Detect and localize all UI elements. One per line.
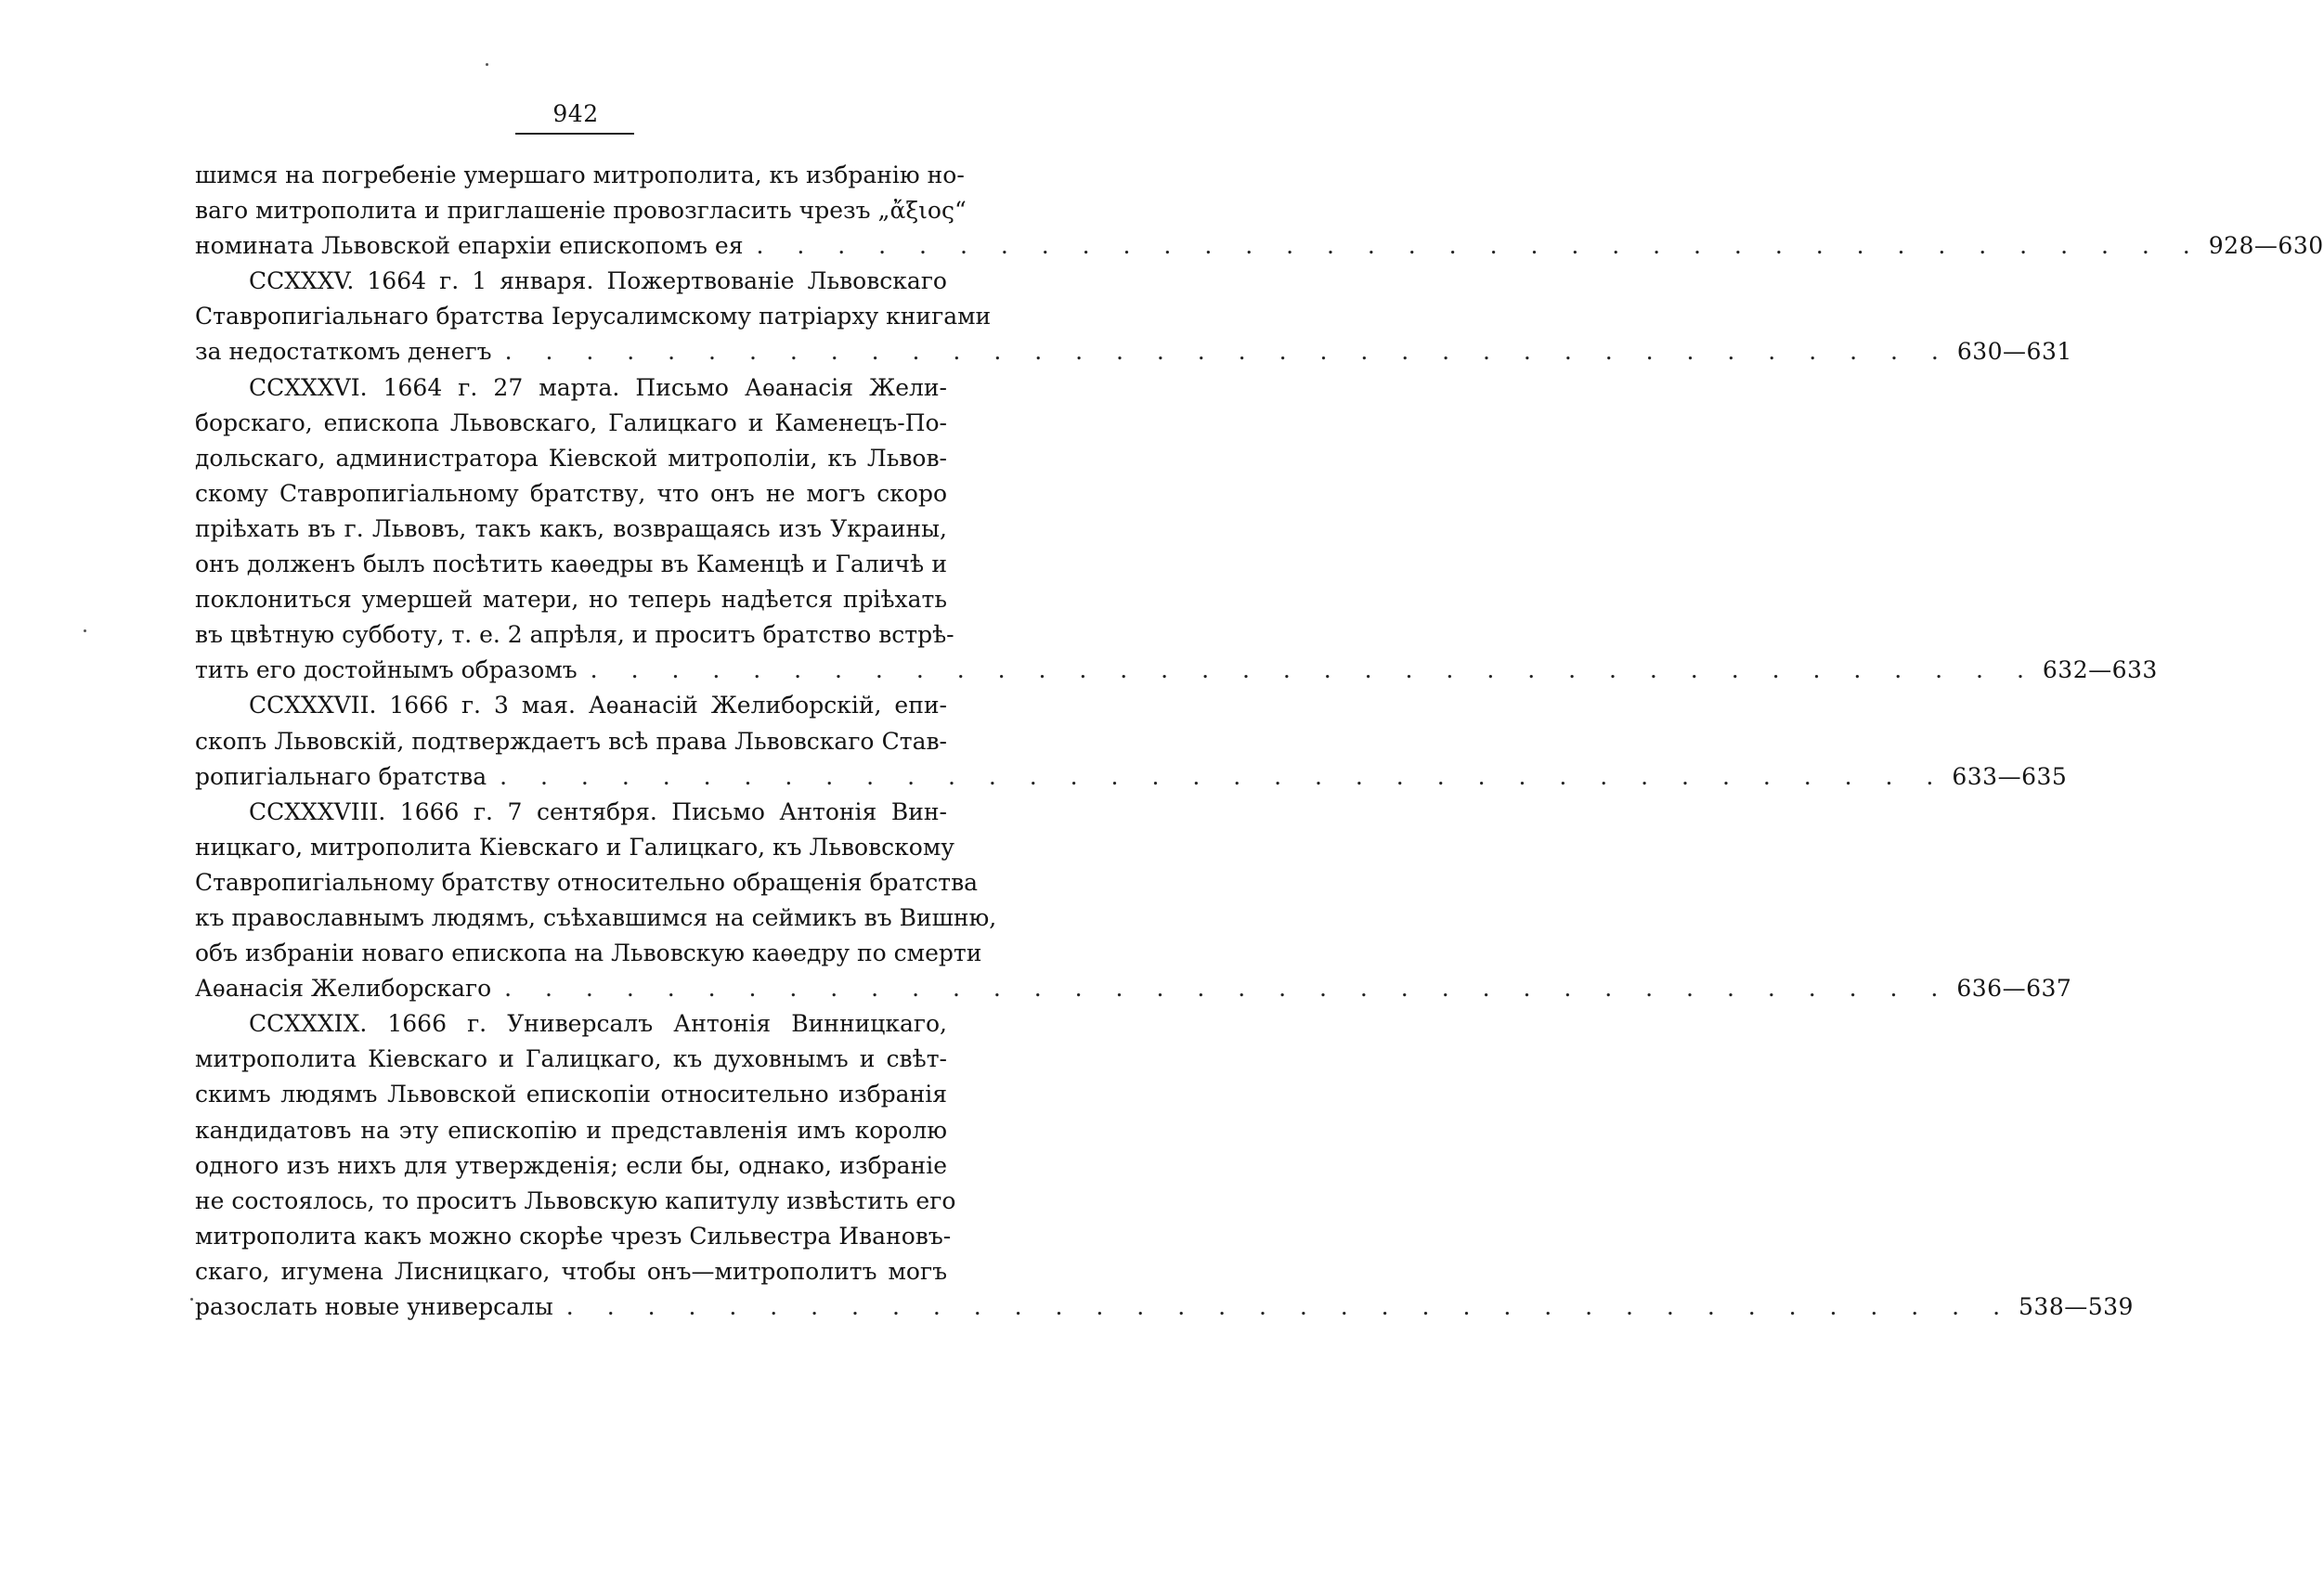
entry-text-line: кандидатовъ на эту епископію и представленія имъ королю <box>195 1116 947 1144</box>
entry-text-line: CCXXXVI. 1664 г. 27 марта. Письмо Аѳанасія Жели- <box>249 373 947 401</box>
entry-final-text: тить его достойнымъ образомъ <box>195 656 578 684</box>
entry-text-line: шимся на погребеніе умершаго митрополита, къ избранію но- <box>195 162 965 188</box>
print-speck <box>84 629 86 632</box>
entry-final-line <box>195 228 2324 264</box>
entry-text-line: борскаго, епископа Львовскаго, Галицкаго и Каменецъ-По- <box>195 408 947 436</box>
entry-text-line: въ цвѣтную субботу, т. е. 2 апрѣля, и проситъ братство встрѣ- <box>195 621 954 649</box>
entry-text-line: CCXXXV. 1664 г. 1 января. Пожертвованіе Львовскаго <box>249 267 947 295</box>
entry-final-line <box>195 971 2072 1006</box>
entry-text-line: дольскаго, администратора Кіевской митрополіи, къ Львов- <box>195 444 947 472</box>
page-range: 630—631 <box>1956 338 2072 366</box>
entry-final-text: ропигіальнаго братства <box>195 762 487 790</box>
entry-text-line: CCXXXVIII. 1666 г. 7 сентября. Письмо Антонія Вин- <box>249 797 947 825</box>
entry-final-line <box>195 653 2158 688</box>
toc-entry <box>195 264 2072 369</box>
entry-text-line: скому Ставропигіальному братству, что онъ не могъ скоро <box>195 479 947 507</box>
page-number-rule <box>515 133 634 135</box>
entry-text-line: скаго, игумена Лисницкаго, чтобы онъ—митрополитъ могъ <box>195 1257 947 1285</box>
entry-text-line: скопъ Львовскій, подтверждаетъ всѣ права Львовскаго Став- <box>195 727 947 755</box>
print-speck <box>486 63 488 66</box>
table-of-contents-text <box>195 158 2324 1325</box>
entry-text-line: объ избраніи новаго епископа на Львовскую каѳедру по смерти <box>195 940 982 967</box>
toc-entry <box>195 1006 2134 1325</box>
print-speck <box>190 1298 193 1301</box>
entry-text-line: скимъ людямъ Львовской епископіи относительно избранія <box>195 1081 947 1108</box>
entry-final-text: Аѳанасія Желиборскаго <box>195 975 492 1003</box>
entry-final-line <box>195 759 2068 795</box>
entry-final-text: за недостаткомъ денегъ <box>195 338 492 366</box>
entry-text-line: къ православнымъ людямъ, съѣхавшимся на сеймикъ въ Вишню, <box>195 903 997 931</box>
entry-text-line: ваго митрополита и приглашеніе провозгласить чрезъ „ἄξιος“ <box>195 197 967 225</box>
entry-text-line: митрополита Кіевскаго и Галицкаго, къ духовнымъ и свѣт- <box>195 1045 947 1073</box>
toc-entry <box>195 158 2324 264</box>
entry-text-line: одного изъ нихъ для утвержденія; если бы, однако, избраніе <box>195 1151 947 1179</box>
entry-text-line: Ставропигіальному братству относительно обращенія братства <box>195 868 979 896</box>
page-range: 633—635 <box>1952 762 2068 790</box>
page-range: 632—633 <box>2042 656 2158 684</box>
entry-text-line: пріѣхать въ г. Львовъ, такъ какъ, возвращаясь изъ Украины, <box>195 514 947 542</box>
dot-leader: . . . . . . . . . . . . . . . . . . . . . . . . . . . . . . . . . . . . <box>504 338 1952 366</box>
page-range: 538—539 <box>2019 1293 2134 1320</box>
entry-text-line: Ставропигіальнаго братства Іерусалимскому патріарху книгами <box>195 303 992 330</box>
entry-text-line: митрополита какъ можно скорѣе чрезъ Сильвестра Ивановъ- <box>195 1222 952 1250</box>
entry-final-line <box>195 1289 2134 1325</box>
dot-leader: . . . . . . . . . . . . . . . . . . . . . . . . . . . . . . . . . . . . <box>504 975 1952 1003</box>
toc-entry <box>195 370 2158 689</box>
entry-final-text: разослать новые универсалы <box>195 1293 553 1320</box>
entry-text-line: ницкаго, митрополита Кіевскаго и Галицкаго, къ Львовскому <box>195 833 954 861</box>
dot-leader: . . . . . . . . . . . . . . . . . . . . . . . . . . . . . . . . . . . . <box>500 762 1947 790</box>
entry-text-line: CCXXXIX. 1666 г. Универсалъ Антонія Винницкаго, <box>249 1010 947 1038</box>
entry-text-line: онъ долженъ былъ посѣтить каѳедры въ Каменцѣ и Галичѣ и <box>195 551 947 578</box>
toc-entry <box>195 795 2072 1007</box>
entry-text-line: поклониться умершей матери, но теперь надѣется пріѣхать <box>195 586 947 614</box>
page-number: 942 <box>552 100 599 127</box>
entry-text-line: CCXXXVII. 1666 г. 3 мая. Аѳанасій Желиборскій, епи- <box>249 692 947 719</box>
toc-entry <box>195 688 2068 794</box>
page-range: 928—630 <box>2208 232 2324 260</box>
dot-leader: . . . . . . . . . . . . . . . . . . . . . . . . . . . . . . . . . . . . <box>590 656 2037 684</box>
entry-final-line <box>195 334 2072 369</box>
page-range: 636—637 <box>1956 975 2072 1003</box>
entry-final-text: номината Львовской епархіи епископомъ ея <box>195 232 744 260</box>
dot-leader: . . . . . . . . . . . . . . . . . . . . . . . . . . . . . . . . . . . . <box>756 232 2203 260</box>
entry-text-line: не состоялось, то проситъ Львовскую капитулу извѣстить его <box>195 1186 956 1214</box>
dot-leader: . . . . . . . . . . . . . . . . . . . . . . . . . . . . . . . . . . . . <box>565 1293 2014 1320</box>
